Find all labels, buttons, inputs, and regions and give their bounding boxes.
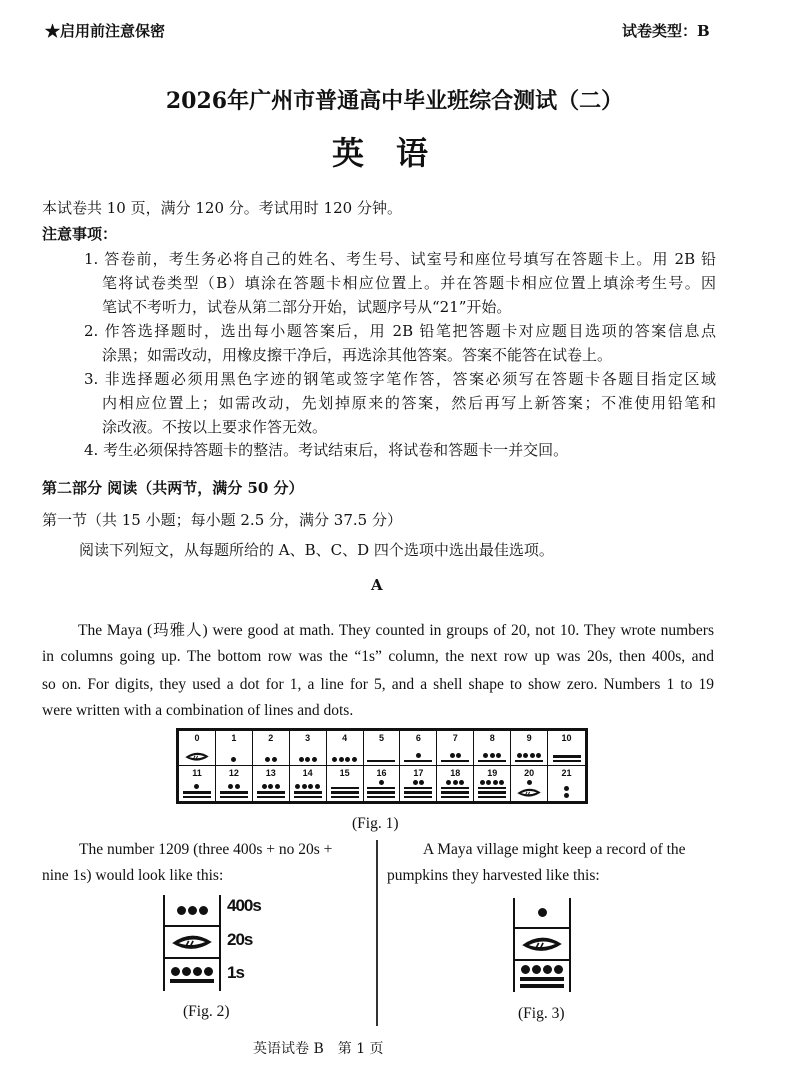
part-two-heading: 第二部分 阅读（共两节，满分 50 分） <box>42 479 304 497</box>
numeral-cell <box>400 731 437 766</box>
numeral-number: 1 <box>231 733 237 743</box>
numeral-number: 17 <box>413 768 424 778</box>
bar <box>404 760 432 763</box>
dot <box>530 753 535 758</box>
bar <box>404 787 432 790</box>
shell-zero-icon <box>184 751 210 762</box>
numeral-glyph <box>257 778 285 801</box>
numeral-glyph <box>441 778 469 801</box>
numeral-cell <box>548 766 585 801</box>
dot <box>332 757 337 762</box>
dot <box>419 780 424 785</box>
numeral-glyph <box>367 778 395 801</box>
place-row <box>165 927 219 959</box>
bar <box>404 791 432 794</box>
numeral-number: 9 <box>526 733 532 743</box>
place-label: 1s <box>227 963 244 982</box>
bar <box>220 791 248 794</box>
bar <box>294 791 322 794</box>
note-line: 笔试不考听力，试卷从第二部分开始，试题序号从“21”开始。 <box>102 298 512 316</box>
subject-title: 英 语 <box>331 134 428 172</box>
bar <box>183 796 211 799</box>
bar <box>520 984 564 988</box>
dot <box>413 780 418 785</box>
note-line: 1. 答卷前，考生务必将自己的姓名、考生号、试室号和座位号填写在答题卡上。用 2B 铅 <box>84 250 716 268</box>
dot <box>521 965 530 974</box>
bar <box>331 787 359 790</box>
dot <box>564 793 569 798</box>
column-divider <box>376 840 378 1026</box>
dot <box>305 757 310 762</box>
dot <box>523 753 528 758</box>
dot <box>496 753 501 758</box>
dot <box>483 753 488 758</box>
numeral-cell <box>511 766 548 801</box>
numeral-number: 18 <box>450 768 461 778</box>
bar <box>170 979 214 983</box>
confidential-notice: ★启用前注意保密 <box>45 22 166 40</box>
bar <box>367 796 395 799</box>
numeral-cell <box>437 731 474 766</box>
dot <box>446 780 451 785</box>
numeral-glyph <box>184 743 210 765</box>
bar <box>478 796 506 799</box>
dot-row <box>416 753 421 758</box>
dot <box>275 784 280 789</box>
bar <box>367 791 395 794</box>
numeral-cell <box>511 731 548 766</box>
numeral-glyph <box>564 778 569 801</box>
dot <box>265 757 270 762</box>
bar <box>367 787 395 790</box>
numeral-glyph <box>220 778 248 801</box>
dot <box>345 757 350 762</box>
dot <box>456 753 461 758</box>
left-text-line: nine 1s) would look like this: <box>42 867 224 884</box>
dot-row <box>194 784 199 789</box>
dot-row <box>332 757 357 762</box>
numeral-glyph <box>231 743 236 765</box>
dot <box>199 906 208 915</box>
fig3-numeral <box>513 898 571 992</box>
dot-row <box>295 784 320 789</box>
numeral-glyph <box>294 778 322 801</box>
dot <box>299 757 304 762</box>
numeral-number: 6 <box>415 733 421 743</box>
dot <box>450 753 455 758</box>
bar <box>478 791 506 794</box>
dot-row <box>413 780 425 785</box>
note-line: 涂改液。不按以上要求作答无效。 <box>102 418 328 436</box>
numeral-glyph <box>515 743 543 765</box>
bar <box>441 760 469 763</box>
place-row <box>515 961 569 992</box>
note-line: 内相应位置上；如需改动，先划掉原来的答案，然后再写上新答案；不准使用铅笔和 <box>102 394 716 412</box>
dot <box>188 906 197 915</box>
dot-row <box>262 784 280 789</box>
dot <box>532 965 541 974</box>
place-row <box>165 959 219 991</box>
numeral-cell <box>437 766 474 801</box>
numeral-number: 7 <box>452 733 458 743</box>
dot <box>182 967 191 976</box>
paragraph-line: in columns going up. The bottom row was the “1s” column, the next row up was 20s, then 400s, and <box>42 648 714 665</box>
numeral-number: 8 <box>489 733 495 743</box>
bar <box>294 796 322 799</box>
dot-row <box>517 753 542 758</box>
dot-row <box>564 786 569 791</box>
note-line: 4. 考生必须保持答题卡的整洁。考试结束后，将试卷和答题卡一并交回。 <box>84 441 569 459</box>
numeral-cell <box>290 731 327 766</box>
numeral-cell <box>253 731 290 766</box>
numeral-number: 14 <box>302 768 313 778</box>
note-line: 涂黑；如需改动，用橡皮擦干净后，再选涂其他答案。答案不能答在试卷上。 <box>102 346 613 364</box>
dot <box>228 784 233 789</box>
dot-row <box>483 753 501 758</box>
exam-title: 2026年广州市普通高中毕业班综合测试（二） <box>165 88 624 114</box>
numeral-number: 4 <box>342 733 348 743</box>
numeral-number: 21 <box>561 768 572 778</box>
dot <box>486 780 491 785</box>
numeral-glyph <box>367 743 395 765</box>
dot <box>379 780 384 785</box>
numeral-cell <box>548 731 585 766</box>
dot-row <box>228 784 240 789</box>
dot <box>493 780 498 785</box>
numeral-cell <box>327 731 364 766</box>
dot-row <box>446 780 464 785</box>
numeral-glyph <box>516 778 542 801</box>
dot <box>315 784 320 789</box>
numeral-glyph <box>331 778 359 801</box>
reading-instruction: 阅读下列短文，从每题所给的 A、B、C、D 四个选项中选出最佳选项。 <box>79 541 554 559</box>
numeral-cell <box>216 731 253 766</box>
dot-row <box>521 965 563 974</box>
numeral-glyph <box>441 743 469 765</box>
paragraph-line: so on. For digits, they used a dot for 1, a line for 5, and a shell shape to show zero. Numbers 1 to 19 <box>42 676 714 693</box>
dot-row <box>450 753 462 758</box>
numeral-number: 12 <box>228 768 239 778</box>
dot <box>517 753 522 758</box>
numeral-cell <box>400 766 437 801</box>
numeral-number: 10 <box>561 733 572 743</box>
bar <box>478 760 506 763</box>
numeral-number: 5 <box>378 733 384 743</box>
section-one-heading: 第一节（共 15 小题；每小题 2.5 分，满分 37.5 分） <box>42 511 402 529</box>
page-footer: 英语试卷 B 第 1 页 <box>253 1041 384 1057</box>
numeral-cell <box>290 766 327 801</box>
maya-numeral-table <box>176 728 588 804</box>
numeral-cell <box>364 731 401 766</box>
bar <box>520 977 564 981</box>
passage-label: A <box>371 576 383 594</box>
numeral-glyph <box>478 778 506 801</box>
bar <box>367 760 395 763</box>
numeral-number: 16 <box>376 768 387 778</box>
numeral-glyph <box>404 743 432 765</box>
dot <box>564 786 569 791</box>
dot <box>193 967 202 976</box>
numeral-cell <box>474 731 511 766</box>
dot <box>554 965 563 974</box>
dot <box>352 757 357 762</box>
dot <box>177 906 186 915</box>
dot <box>312 757 317 762</box>
dot <box>543 965 552 974</box>
dot <box>235 784 240 789</box>
bar <box>441 791 469 794</box>
dot <box>459 780 464 785</box>
fig2-numeral <box>163 895 221 991</box>
dot <box>416 753 421 758</box>
fig2-caption: (Fig. 2) <box>183 1003 230 1020</box>
dot <box>527 780 532 785</box>
dot <box>538 908 547 917</box>
note-line: 3. 非选择题必须用黑色字迹的钢笔或签字笔作答，答案必须写在答题卡各题目指定区域 <box>84 370 716 388</box>
shell-zero-icon <box>170 933 214 951</box>
dot-row <box>265 757 277 762</box>
place-row <box>515 929 569 960</box>
numeral-number: 11 <box>192 768 202 778</box>
numeral-cell <box>216 766 253 801</box>
dot <box>171 967 180 976</box>
right-text-line: A Maya village might keep a record of the <box>423 841 686 858</box>
note-line: 笔将试卷类型（B）填涂在答题卡相应位置上。并在答题卡相应位置上填涂考生号。因 <box>102 274 716 292</box>
dot <box>295 784 300 789</box>
fig1-caption: (Fig. 1) <box>352 815 399 832</box>
paper-type: 试卷类型：B <box>622 22 710 40</box>
bar <box>441 787 469 790</box>
numeral-cell <box>179 731 216 766</box>
place-row <box>515 898 569 929</box>
dot <box>262 784 267 789</box>
dot <box>308 784 313 789</box>
numeral-glyph <box>299 743 317 765</box>
bar <box>331 791 359 794</box>
place-row <box>165 895 219 927</box>
notes-heading: 注意事项： <box>42 225 118 243</box>
dot-row <box>231 757 236 762</box>
shell-zero-icon <box>516 787 542 798</box>
paragraph-line: were written with a combination of lines and dots. <box>42 702 354 719</box>
dot <box>480 780 485 785</box>
note-line: 2. 作答选择题时，选出每小题答案后，用 2B 铅笔把答题卡对应题目选项的答案信息点 <box>84 322 716 340</box>
dot-row <box>564 793 569 798</box>
dot-row <box>527 780 532 785</box>
numeral-glyph <box>404 778 432 801</box>
dot <box>453 780 458 785</box>
dot <box>204 967 213 976</box>
fig3-caption: (Fig. 3) <box>518 1005 565 1022</box>
bar <box>331 796 359 799</box>
dot <box>302 784 307 789</box>
place-label: 400s <box>227 896 261 915</box>
bar <box>515 760 543 763</box>
numeral-number: 2 <box>268 733 274 743</box>
numeral-number: 19 <box>487 768 498 778</box>
numeral-glyph <box>183 778 211 801</box>
numeral-cell <box>253 766 290 801</box>
left-text-line: The number 1209 (three 400s + no 20s + <box>79 841 333 858</box>
bar <box>441 796 469 799</box>
shell-zero-icon <box>520 935 564 953</box>
bar <box>478 787 506 790</box>
right-text-line: pumpkins they harvested like this: <box>387 867 600 884</box>
numeral-number: 3 <box>305 733 311 743</box>
numeral-cell <box>364 766 401 801</box>
place-label: 20s <box>227 930 253 949</box>
dot-row <box>538 908 547 917</box>
numeral-number: 0 <box>194 733 200 743</box>
dot-row <box>299 757 317 762</box>
dot <box>499 780 504 785</box>
numeral-glyph <box>553 743 581 765</box>
numeral-cell <box>327 766 364 801</box>
dot-row <box>171 967 213 976</box>
dot-row <box>480 780 505 785</box>
numeral-glyph <box>332 743 357 765</box>
numeral-number: 13 <box>265 768 276 778</box>
dot <box>268 784 273 789</box>
numeral-number: 15 <box>339 768 350 778</box>
dot-row <box>177 906 208 915</box>
numeral-glyph <box>478 743 506 765</box>
dot <box>194 784 199 789</box>
dot <box>272 757 277 762</box>
bar <box>553 760 581 763</box>
numeral-glyph <box>265 743 277 765</box>
numeral-number: 20 <box>524 768 535 778</box>
bar <box>183 791 211 794</box>
dot-row <box>379 780 384 785</box>
bar <box>553 755 581 758</box>
bar <box>404 796 432 799</box>
dot <box>231 757 236 762</box>
bar <box>220 796 248 799</box>
bar <box>257 791 285 794</box>
numeral-cell <box>179 766 216 801</box>
dot <box>490 753 495 758</box>
exam-intro: 本试卷共 10 页，满分 120 分。考试用时 120 分钟。 <box>42 199 402 217</box>
dot <box>339 757 344 762</box>
numeral-cell <box>474 766 511 801</box>
bar <box>257 796 285 799</box>
paragraph-line: The Maya (玛雅人) were good at math. They counted in groups of 20, not 10. They wrote numbers <box>78 622 714 639</box>
dot <box>536 753 541 758</box>
